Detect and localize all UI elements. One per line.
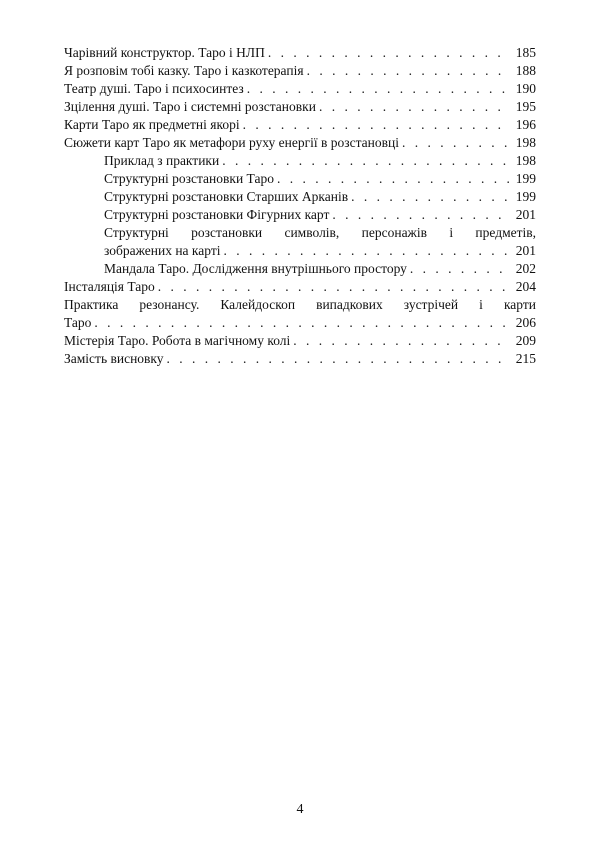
toc-entry-title: Мандала Таро. Дослідження внутрішнього простору (104, 261, 407, 276)
toc-entry (64, 80, 536, 98)
toc-entry (64, 62, 536, 80)
dot-leader (219, 152, 510, 170)
dot-leader (240, 116, 510, 134)
toc-entry-title: Структурні розстановки Фігурних карт (104, 207, 330, 222)
toc-entry-title: Чарівний конструктор. Таро і НЛП (64, 45, 265, 60)
toc-entry-title-continued: Таро (64, 315, 92, 330)
toc-entry-page: 215 (515, 351, 536, 366)
toc-entry-page: 190 (515, 81, 536, 96)
toc-entry-page: 188 (515, 63, 536, 78)
dot-leader (348, 188, 510, 206)
dot-leader (265, 44, 510, 62)
toc-entry-page: 209 (515, 333, 536, 348)
toc-subentry-line1 (64, 224, 536, 242)
toc-entry-page: 195 (515, 99, 536, 114)
toc-subentry (64, 152, 536, 170)
toc-entry-page: 201 (515, 243, 536, 258)
toc-entry-page: 201 (515, 207, 536, 222)
toc-entry (64, 278, 536, 296)
toc-entry-line2 (64, 314, 536, 332)
toc-entry (64, 98, 536, 116)
toc-subentry (64, 260, 536, 278)
toc-entry-title-continued: зображених на карті (104, 243, 221, 258)
dot-leader (155, 278, 510, 296)
toc-entry-title: Інсталяція Таро (64, 279, 155, 294)
toc-entry-title: Структурні розстановки символів, персонажів і предметів, (104, 225, 536, 240)
table-of-contents (64, 44, 536, 368)
toc-subentry (64, 206, 536, 224)
toc-entry (64, 44, 536, 62)
toc-entry-page: 204 (515, 279, 536, 294)
toc-entry-page: 196 (515, 117, 536, 132)
toc-entry-page: 202 (515, 261, 536, 276)
toc-entry-title: Містерія Таро. Робота в магічному колі (64, 333, 291, 348)
dot-leader (304, 62, 510, 80)
dot-leader (399, 134, 510, 152)
toc-entry (64, 350, 536, 368)
toc-subentry (64, 188, 536, 206)
toc-entry (64, 116, 536, 134)
page-number: 4 (296, 802, 304, 817)
toc-entry (64, 332, 536, 350)
toc-entry-title: Приклад з практики (104, 153, 220, 168)
dot-leader (274, 170, 510, 188)
toc-entry-page: 198 (515, 153, 536, 168)
toc-entry-title: Карти Таро як предметні якорі (64, 117, 240, 132)
toc-subentry-line2 (64, 242, 536, 260)
toc-entry-title: Структурні розстановки Таро (104, 171, 274, 186)
toc-entry-page: 199 (515, 189, 536, 204)
dot-leader (316, 98, 510, 116)
toc-entry-title: Театр душі. Таро і психосинтез (64, 81, 244, 96)
toc-entry-page: 185 (515, 45, 536, 60)
dot-leader (407, 260, 510, 278)
toc-entry-title: Зцілення душі. Таро і системні розстановки (64, 99, 316, 114)
toc-entry-title: Практика резонансу. Калейдоскоп випадкових зустрічей і карти (64, 297, 536, 312)
toc-entry-line1 (64, 296, 536, 314)
dot-leader (290, 332, 510, 350)
dot-leader (221, 242, 511, 260)
toc-entry-page: 199 (515, 171, 536, 186)
toc-entry (64, 134, 536, 152)
toc-entry-title: Я розповім тобі казку. Таро і казкотерапія (64, 63, 304, 78)
dot-leader (164, 350, 510, 368)
toc-entry-title: Замість висновку (64, 351, 164, 366)
toc-entry-page: 198 (515, 135, 536, 150)
dot-leader (244, 80, 510, 98)
toc-entry-title: Сюжети карт Таро як метафори руху енергії в розстановці (64, 135, 399, 150)
toc-entry-title: Структурні розстановки Старших Арканів (104, 189, 349, 204)
dot-leader (329, 206, 510, 224)
toc-subentry (64, 170, 536, 188)
dot-leader (91, 314, 510, 332)
toc-entry-page: 206 (515, 315, 536, 330)
